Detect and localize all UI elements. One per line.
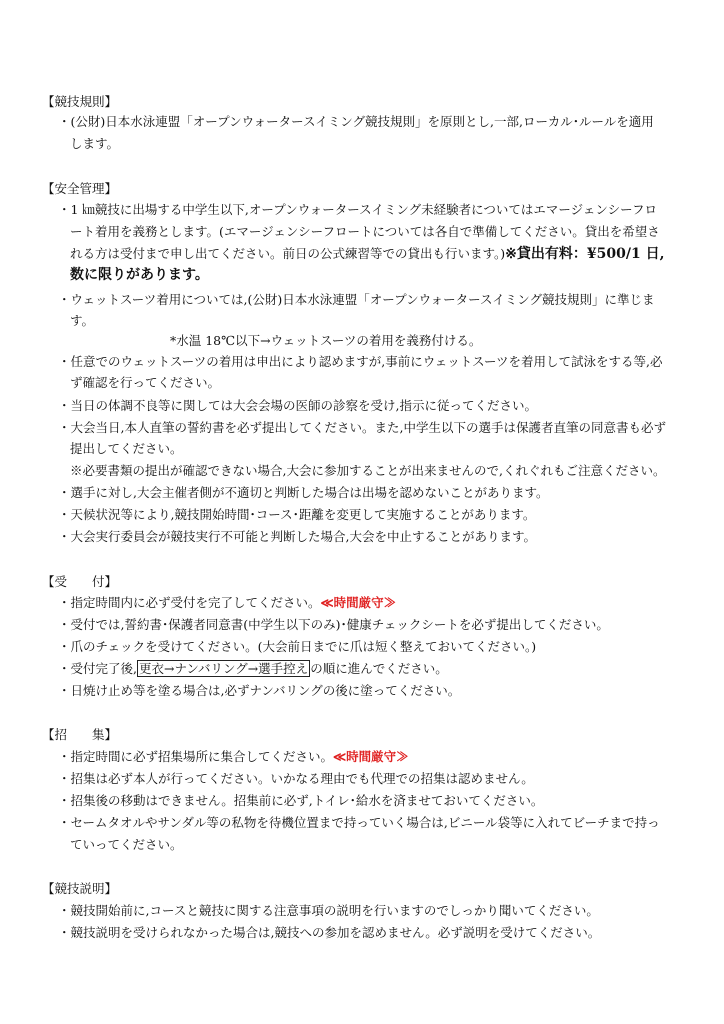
safety-line-15: ・天候状況等により,競技開始時間･コース･距離を変更して実施することがあります。 <box>58 507 536 522</box>
rules-line-1: ・(公財)日本水泳連盟「オープンウォータースイミング競技規則」を原則とし,一部,ローカル･ルールを適用 <box>58 114 654 129</box>
safety-line-3 <box>70 246 664 262</box>
water-temp-note: *水温 18℃以下→ウェットスーツの着用を義務付ける。 <box>170 333 482 348</box>
safety-line-3-text: れる方は受付まで申し出てください。前日の公式練習等での貸出も行います。) <box>70 246 506 261</box>
reception-line-1 <box>58 595 396 611</box>
rules-line-2: します。 <box>70 136 120 151</box>
safety-line-5: ・ウェットスーツ着用については,(公財)日本水泳連盟「オープンウォータースイミング競技規則」に準じま <box>58 292 655 307</box>
documents-warning: ※必要書類の提出が確認できない場合,大会に参加することが出来ませんので,くれぐれもご注意ください。 <box>70 463 666 478</box>
callup-line-3: ・招集後の移動はできません。招集前に必ず,トイレ･給水を済ませておいてください。 <box>58 793 544 808</box>
reception-line-3: ・爪のチェックを受けてください。(大会前日までに爪は短く整えておいてください。) <box>58 639 537 654</box>
reception-line-5: ・日焼け止め等を塗る場合は,必ずナンバリングの後に塗ってください。 <box>58 683 461 698</box>
reception-line-1-text: ・指定時間内に必ず受付を完了してください。 <box>58 595 321 610</box>
reception-line-4-end: の順に進んでください。 <box>310 661 448 676</box>
safety-line-10: ・当日の体調不良等に関しては大会会場の医師の診察を受け,指示に従ってください。 <box>58 398 537 413</box>
callup-line-1-text: ・指定時間に必ず招集場所に集合してください。 <box>58 749 334 764</box>
safety-line-11: ・大会当日,本人直筆の誓約書を必ず提出してください。また,中学生以下の選手は保護者直筆の同意書も必ず <box>58 420 666 435</box>
safety-line-12: 提出してください。 <box>70 441 183 456</box>
callup-line-4: ・セームタオルやサンダル等の私物を待機位置まで持っていく場合は,ビニール袋等に入れてビーチまで持っ <box>58 815 660 830</box>
safety-line-2: ート着用を義務とします。(エマージェンシーフロートについては各自で準備してください。貸出を希望さ <box>70 224 660 239</box>
callup-line-2: ・招集は必ず本人が行ってください。いかなる理由でも代理での招集は認めません。 <box>58 771 534 786</box>
reception-line-4-start: ・受付完了後, <box>58 661 137 676</box>
reception-line-4 <box>58 661 448 677</box>
briefing-line-1: ・競技開始前に,コースと競技に関する注意事項の説明を行いますのでしっかり聞いてください。 <box>58 903 599 918</box>
time-strict-badge: ≪時間厳守≫ <box>320 595 397 610</box>
callup-line-1 <box>58 749 409 765</box>
rental-limit-note: 数に限りがあります。 <box>70 267 209 283</box>
safety-heading: 【安全管理】 <box>42 181 118 196</box>
procedure-box: 更衣→ナンバリング→選手控え <box>138 661 309 676</box>
safety-line-8: ・任意でのウェットスーツの着用は申出により認めますが,事前にウェットスーツを着用して試泳をする等,必 <box>58 354 663 369</box>
reception-heading: 【受 付】 <box>42 574 118 589</box>
rental-fee-note: ※貸出有料：¥500/1 日, <box>505 246 665 262</box>
safety-line-9: ず確認を行ってください。 <box>70 375 221 390</box>
callup-heading: 【招 集】 <box>42 727 118 742</box>
safety-line-6: す。 <box>70 313 95 328</box>
safety-line-16: ・大会実行委員会が競技実行不可能と判断した場合,大会を中止することがあります。 <box>58 529 536 544</box>
callup-line-5: ていってください。 <box>70 837 183 852</box>
rules-heading: 【競技規則】 <box>42 94 118 109</box>
safety-line-1: ・1 ㎞競技に出場する中学生以下,オープンウォータースイミング未経験者についてはエマージェンシーフロ <box>58 202 657 217</box>
time-strict-badge-2: ≪時間厳守≫ <box>333 749 409 764</box>
briefing-line-2: ・競技説明を受けられなかった場合は,競技への参加を認めません。必ず説明を受けてください。 <box>58 925 601 940</box>
safety-line-14: ・選手に対し,大会主催者側が不適切と判断した場合は出場を認めないことがあります。 <box>58 485 549 500</box>
reception-line-2: ・受付では,誓約書･保護者同意書(中学生以下のみ)･健康チェックシートを必ず提出してください。 <box>58 617 609 632</box>
briefing-heading: 【競技説明】 <box>42 881 118 896</box>
